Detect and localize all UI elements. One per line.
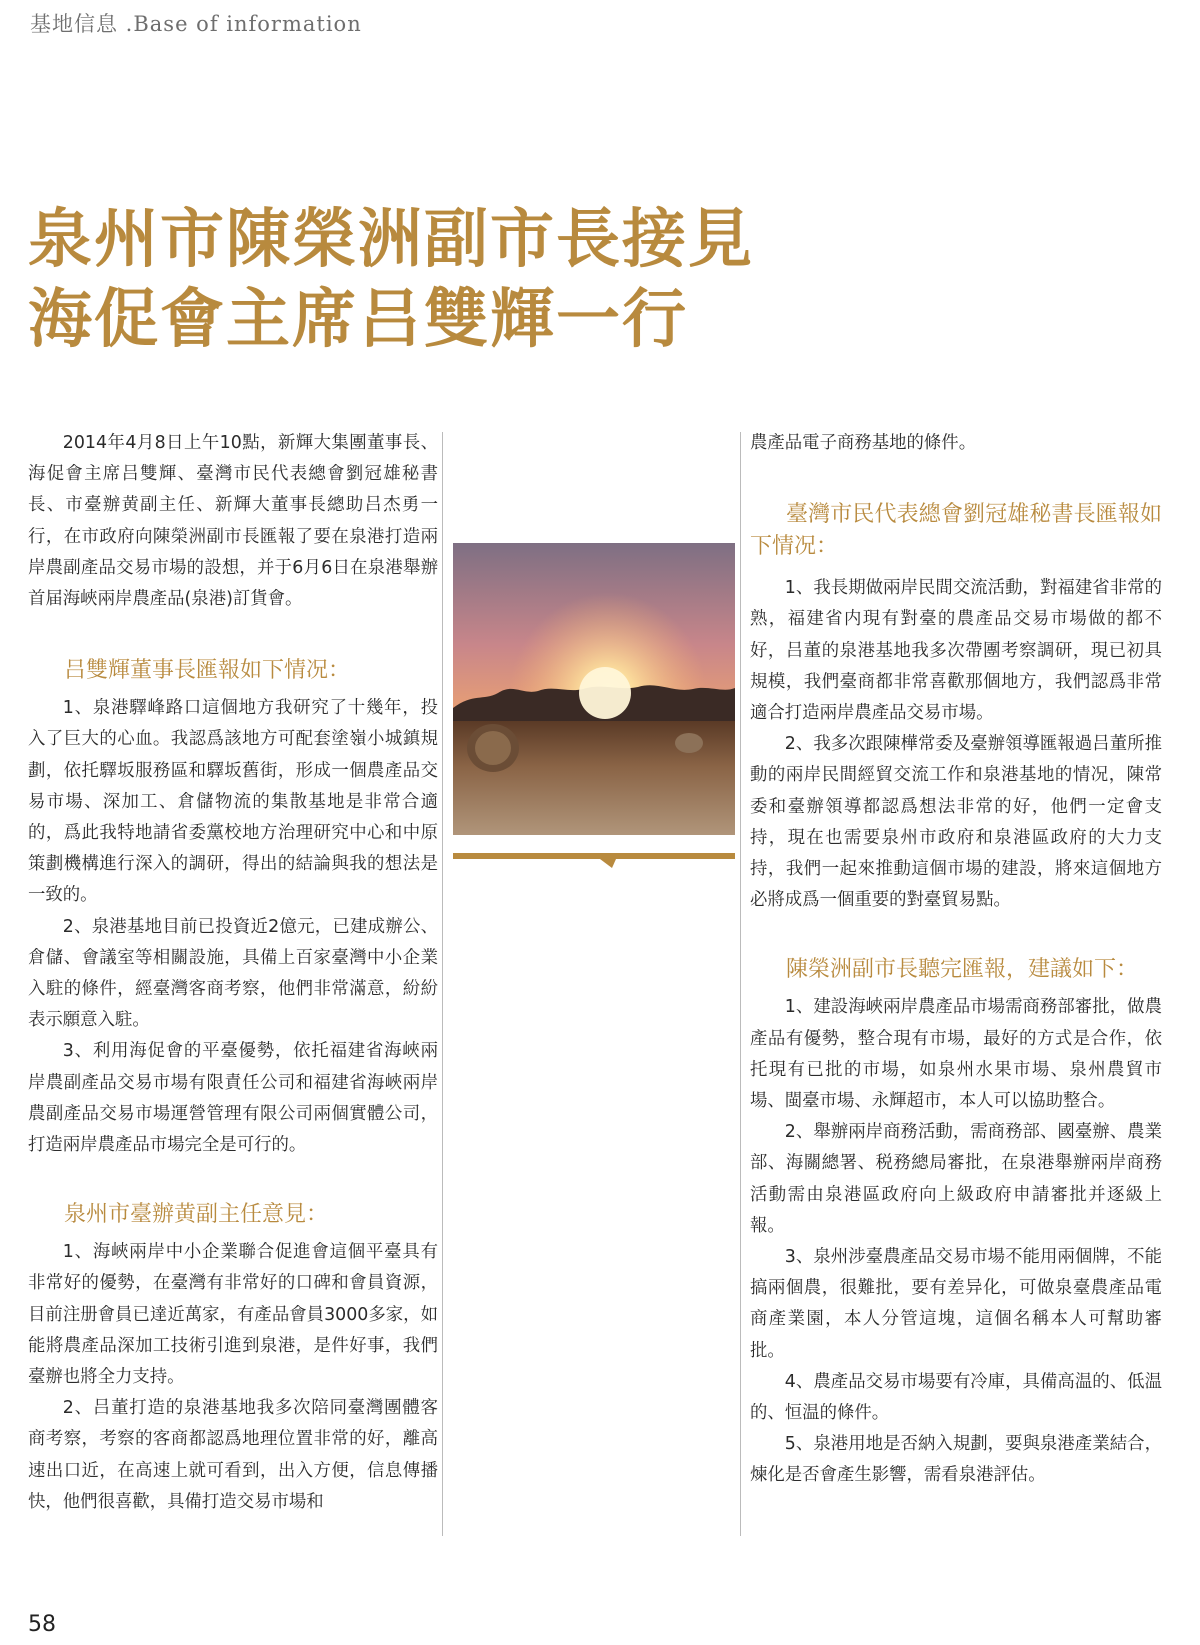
body-paragraph: 1、我長期做兩岸民間交流活動，對福建省非常的熟，福建省内現有對臺的農產品交易市場做的都不好，吕董的泉港基地我多次帶團考察調研，現已初具規模，我們臺商都非常喜歡那個地方，我們認爲非常適合打造兩岸農產品交易市場。 — [750, 578, 1162, 724]
body-paragraph: 2、我多次跟陳樺常委及臺辦領導匯報過吕董所推動的兩岸民間經貿交流工作和泉港基地的情况，陳常委和臺辦領導都認爲想法非常的好，他們一定會支持，現在也需要泉州市政府和泉港區政府的大力支持，我們一起來推動這個市場的建設，將來這個地方必將成爲一個重要的對臺貿易點。 — [750, 734, 1162, 911]
body-paragraph: 5、泉港用地是否納入規劃，要與泉港產業結合，煉化是否會產生影響，需看泉港評估。 — [750, 1434, 1162, 1486]
body-paragraph: 3、泉州涉臺農產品交易市場不能用兩個牌，不能搞兩個農，很難批，要有差异化，可做泉臺農產品電商產業園，本人分管這塊，這個名稱本人可幫助審批。 — [750, 1247, 1162, 1361]
section-heading: 陳榮洲副市長聽完匯報，建議如下： — [786, 957, 1139, 983]
body-paragraph: 1、建設海峽兩岸農產品市場需商務部審批，做農產品有優勢，整合現有市場，最好的方式是合作，依托現有已批的市場，如泉州水果市場、泉州農貿市場、閩臺市場、永輝超市，本人可以協助整合。 — [750, 997, 1162, 1112]
intro-paragraph: 2014年4月8日上午10點，新輝大集團董事長、海促會主席吕雙輝、臺灣市民代表總會劉冠雄秘書長、市臺辦黄副主任、新輝大董事長總助吕杰勇一行，在市政府向陳榮洲副市長匯報了要在泉港打造兩岸農副產品交易市場的設想，并于6月6日在泉港舉辦首届海峽兩岸農產品(泉港)訂貨會。 — [28, 433, 438, 610]
section-heading: 泉州市臺辦黄副主任意見： — [64, 1202, 329, 1228]
body-paragraph: 3、利用海促會的平臺優勢，依托福建省海峽兩岸農副產品交易市場有限責任公司和福建省海峽兩岸農副產品交易市場運營管理有限公司兩個實體公司，打造兩岸農產品市場完全是可行的。 — [28, 1041, 438, 1156]
body-paragraph: 2、泉港基地目前已投資近2億元，已建成辦公、倉儲、會議室等相關設施，具備上百家臺灣中小企業入駐的條件，經臺灣客商考察，他們非常滿意，紛紛表示願意入駐。 — [28, 916, 438, 1031]
sunset-field-photo — [453, 543, 735, 835]
right-column — [750, 428, 1162, 1492]
article-title — [28, 200, 754, 360]
column-divider — [740, 432, 741, 1536]
column-divider — [442, 432, 443, 1536]
photo-caption-bar — [453, 853, 735, 859]
section-heading: 臺灣市民代表總會劉冠雄秘書長匯報如下情况： — [750, 502, 1162, 560]
body-paragraph: 1、泉港驛峰路口這個地方我研究了十幾年，投入了巨大的心血。我認爲該地方可配套塗嶺小城鎮規劃，依托驛坂服務區和驛坂舊街，形成一個農產品交易市場、深加工、倉儲物流的集散基地是非常合適的，爲此我特地請省委黨校地方治理研究中心和中原策劃機構進行深入的調研，得出的結論與我的想法是一致的。 — [28, 698, 438, 906]
photo-notch — [600, 859, 616, 868]
page-number: 58 — [28, 1612, 56, 1637]
title-line-1: 泉州市陳榮洲副市長接見 — [28, 202, 754, 277]
body-paragraph: 2、舉辦兩岸商務活動，需商務部、國臺辦、農業部、海關總署、税務總局審批，在泉港舉辦兩岸商務活動需由泉港區政府向上級政府申請審批并逐級上報。 — [750, 1122, 1162, 1236]
section-header: 基地信息 .Base of information — [30, 12, 362, 36]
body-paragraph: 農產品電子商務基地的條件。 — [750, 433, 977, 453]
body-paragraph: 4、農產品交易市場要有冷庫，具備高温的、低温的、恒温的條件。 — [750, 1371, 1162, 1424]
body-paragraph: 1、海峽兩岸中小企業聯合促進會這個平臺具有非常好的優勢，在臺灣有非常好的口碑和會員資源，目前注册會員已達近萬家，有產品會員3000多家，如能將農產品深加工技術引進到泉港，是件好事，我們臺辦也將全力支持。 — [28, 1242, 438, 1388]
title-line-2: 海促會主席吕雙輝一行 — [28, 282, 688, 357]
left-column — [28, 428, 438, 1518]
section-heading: 吕雙輝董事長匯報如下情况： — [64, 658, 351, 684]
body-paragraph: 2、吕董打造的泉港基地我多次陪同臺灣團體客商考察，考察的客商都認爲地理位置非常的好，離高速出口近，在高速上就可看到，出入方便，信息傳播快，他們很喜歡，具備打造交易市場和 — [28, 1398, 438, 1512]
